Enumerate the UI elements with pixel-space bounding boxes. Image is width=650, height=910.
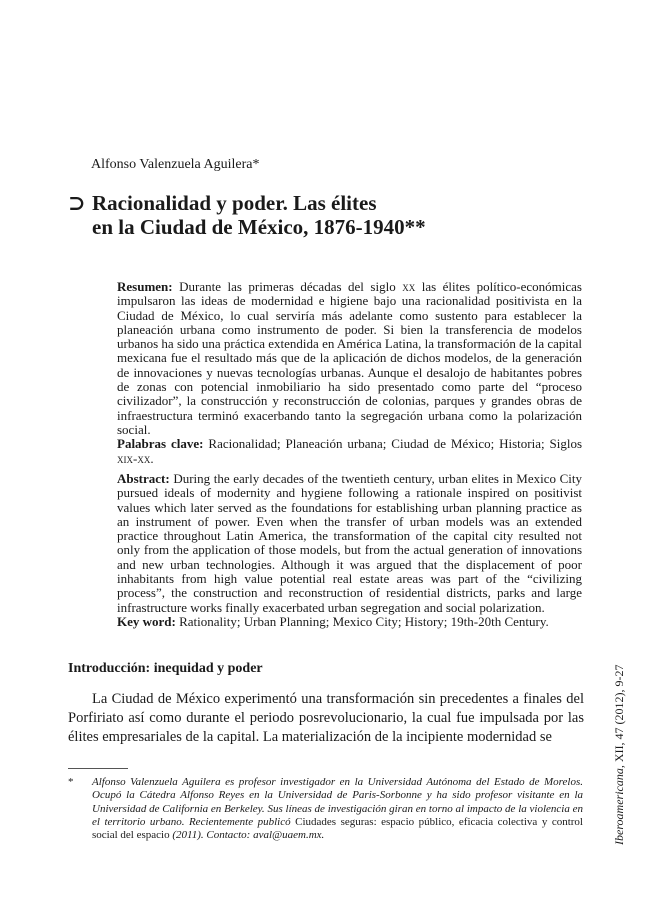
keywords-en xyxy=(117,615,582,629)
article-title: Racionalidad y poder. Las élites en la Ciudad de México, 1876-1940** xyxy=(92,191,426,239)
footnote-text-tail: (2011). Contacto: aval@uaem.mx. xyxy=(169,829,325,842)
keywords-es-text: Racionalidad; Planeación urbana; Ciudad de México; Historia; Siglos xyxy=(203,436,583,452)
abstract-en-label: Abstract: xyxy=(117,471,170,486)
footnote-book-title: Ciudades seguras: espacio público, eficacia colectiva y control social del espacio xyxy=(92,815,583,842)
keywords-en-label: Key word: xyxy=(117,613,176,629)
abstract-english xyxy=(117,472,582,629)
keywords-en-text: Rationality; Urban Planning; Mexico City; History; 19th-20th Century. xyxy=(175,613,549,629)
author-name: Alfonso Valenzuela Aguilera* xyxy=(91,157,260,172)
section-heading: Introducción: inequidad y poder xyxy=(68,661,263,676)
journal-citation: XII, 47 (2012), 9-27 xyxy=(612,664,626,766)
journal-name: Iberoamericana, xyxy=(612,765,626,845)
footnote-mark: * xyxy=(68,776,74,788)
footnote-divider xyxy=(68,768,128,769)
abstract-es-text-2: las élites político-económicas impulsaron las ideas de modernidad e higiene bajo una racionalidad positivista en la Ciudad de México, lo cual serviría más adelante como sustento para establecer la planeación urbana como instrumento de poder. Si bien la transferencia de modelos urbanos ha sido una práctica extendida en América Latina, la transformación de la capital mexicana fue el resultado más que de la aplicación de dichos modelos, de la generación de innovaciones y nuevas tecnologías urbanas. Aunque el desalojo de habitantes pobres de zonas con potencial inmobiliario ha sido presentado como parte del “proceso civilizador”, la construcción y reconstrucción de colonias, parques y grandes obras de infraestructura terminó exacerbando tanto la segregación urbana como la polarización social. xyxy=(117,279,582,437)
running-head-vertical xyxy=(612,664,627,845)
footnote-text-main: Alfonso Valenzuela Aguilera es profesor investigador en la Universidad Autónoma del Estado de Morelos. Ocupó la Cátedra Alfonso Reyes en la Universidad de Paris-Sorbonne y ha sido profesor visitante en la Universidad de California en Berkeley. Sus líneas de investigación giran en torno al impacto de la violencia en el territorio urbano. Recientemente publicó xyxy=(92,776,583,828)
abstract-spanish xyxy=(117,280,582,466)
article-title-block xyxy=(68,191,588,239)
abstract-en-text: During the early decades of the twentieth century, urban elites in Mexico City pursued ideals of modernity and hygiene following a rationale inspired on positivist values which later served as the foundations for establishing urban planning practice as an instrument of power. Even when the transfer of urban models was an extended practice throughout Latin America, the transformation of the capital city resulted not only from the application of those models, but from the actual generation of innovations and new urban technologies. Although it was argued that the displacement of poor inhabitants from high value potential real estate areas was part of the “civilizing process”, the construction and reconstruction of residential districts, parks and large infrastructure works finally exacerbated urban segregation and social polarization. xyxy=(117,471,582,615)
keywords-es-label: Palabras clave: xyxy=(117,436,204,452)
abstract-es-label: Resumen: xyxy=(117,279,173,294)
body-paragraph: La Ciudad de México experimentó una transformación sin precedentes a finales del Porfiriato así como durante el periodo posrevolucionario, la cual fue impulsada por las élites empresariales de la capital. La materialización de la incipiente modernidad se xyxy=(68,691,584,745)
curved-arrow-icon: ⊃ xyxy=(68,191,86,215)
footnote xyxy=(68,776,583,842)
footnote-text xyxy=(92,776,583,842)
abstract-es-text-1: Durante las primeras décadas del siglo xyxy=(172,279,403,294)
keywords-es-centuries: xix-xx. xyxy=(117,450,154,466)
keywords-es xyxy=(117,437,582,466)
abstract-es-century: xx xyxy=(402,279,416,294)
